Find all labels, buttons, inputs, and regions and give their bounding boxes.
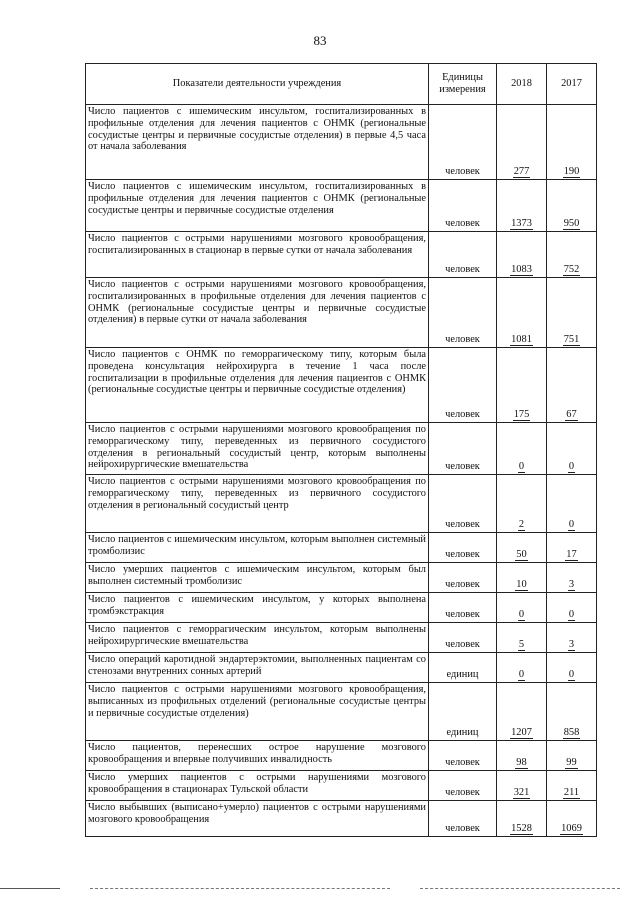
unit-cell: человек [429, 278, 497, 348]
unit-cell: человек [429, 623, 497, 653]
value-2018-cell [497, 771, 547, 801]
value-2017-cell [547, 533, 597, 563]
value-2017-cell [547, 348, 597, 423]
value-2018: 98 [516, 757, 527, 768]
value-2017-cell [547, 232, 597, 278]
unit-cell: единиц [429, 653, 497, 683]
unit-cell: человек [429, 232, 497, 278]
value-2018: 321 [513, 787, 530, 798]
value-2018: 0 [518, 461, 525, 472]
unit-cell: человек [429, 771, 497, 801]
indicator-cell: Число пациентов с ишемическим инсультом, у которых выполнена тромбэкстракция [86, 593, 429, 623]
value-2017: 858 [563, 727, 580, 738]
value-2017-cell [547, 771, 597, 801]
indicator-cell: Число пациентов с острыми нарушениями мозгового кровообращения по геморрагическому типу, переведенных из первичного сосудистого отделения в региональный сосудистый центр [86, 475, 429, 533]
value-2017: 0 [568, 519, 575, 530]
value-2017-cell [547, 653, 597, 683]
value-2018-cell [497, 180, 547, 232]
table-row [86, 105, 597, 180]
value-2018: 2 [518, 519, 525, 530]
indicator-cell: Число пациентов с ишемическим инсультом, госпитализированных в профильные отделения для лечения пациентов с ОНМК (региональные сосудистые центры и первичные сосудистые отделения [86, 180, 429, 232]
value-2018: 1081 [511, 334, 532, 345]
value-2017-cell [547, 741, 597, 771]
value-2017: 190 [563, 166, 580, 177]
table-row [86, 741, 597, 771]
value-2017: 99 [566, 757, 577, 768]
value-2018: 277 [513, 166, 530, 177]
value-2017: 17 [566, 549, 577, 560]
value-2017: 751 [563, 334, 580, 345]
indicator-cell: Число пациентов с острыми нарушениями мозгового кровообращения, выписанных из профильных отделений (региональные сосудистые центры и первичные сосудистые отделения) [86, 683, 429, 741]
table-row [86, 771, 597, 801]
value-2018-cell [497, 563, 547, 593]
table-row [86, 475, 597, 533]
value-2018: 0 [518, 669, 525, 680]
indicator-cell: Число операций каротидной эндартерэктомии, выполненных пациентам со стенозами внутренних сонных артерий [86, 653, 429, 683]
value-2018: 1083 [511, 264, 532, 275]
value-2017: 752 [563, 264, 580, 275]
value-2018: 1528 [511, 823, 532, 834]
value-2018-cell [497, 278, 547, 348]
indicator-cell: Число умерших пациентов с ишемическим инсультом, которым был выполнен системный тромболизис [86, 563, 429, 593]
indicator-cell: Число умерших пациентов с острыми нарушениями мозгового кровообращения в стационарах Тульской области [86, 771, 429, 801]
activity-indicators-table [85, 63, 597, 837]
header-2018: 2018 [497, 64, 547, 105]
unit-cell: человек [429, 741, 497, 771]
page-number: 83 [313, 33, 327, 48]
value-2017: 67 [566, 409, 577, 420]
unit-cell: человек [429, 533, 497, 563]
table-row [86, 348, 597, 423]
value-2017-cell [547, 801, 597, 837]
indicator-cell: Число пациентов с ишемическим инсультом, госпитализированных в профильные отделения для лечения пациентов с ОНМК (региональные сосудистые центры и первичные сосудистые отделения) в первые 4,5 часа от начала заболевания [86, 105, 429, 180]
value-2018-cell [497, 533, 547, 563]
table-row [86, 801, 597, 837]
table-row [86, 623, 597, 653]
unit-cell: человек [429, 593, 497, 623]
unit-cell: единиц [429, 683, 497, 741]
indicator-cell: Число пациентов с острыми нарушениями мозгового кровообращения, госпитализированных в профильные отделения для лечения пациентов с ОНМК (региональные сосудистые центры и первичные сосудистые отделения) в первые сутки от начала заболевания [86, 278, 429, 348]
value-2018-cell [497, 423, 547, 475]
value-2017: 3 [568, 579, 575, 590]
value-2018-cell [497, 105, 547, 180]
value-2018-cell [497, 232, 547, 278]
table-row [86, 563, 597, 593]
value-2018: 10 [516, 579, 527, 590]
value-2017: 3 [568, 639, 575, 650]
value-2017-cell [547, 683, 597, 741]
value-2017: 0 [568, 609, 575, 620]
value-2017-cell [547, 475, 597, 533]
footer-rule [90, 888, 390, 890]
value-2018-cell [497, 475, 547, 533]
table-row [86, 683, 597, 741]
table-row [86, 533, 597, 563]
value-2018-cell [497, 801, 547, 837]
value-2017: 0 [568, 461, 575, 472]
table-row [86, 423, 597, 475]
header-2017: 2017 [547, 64, 597, 105]
value-2017: 950 [563, 218, 580, 229]
table-row [86, 653, 597, 683]
indicator-cell: Число пациентов с ишемическим инсультом, которым выполнен системный тромболизис [86, 533, 429, 563]
value-2018-cell [497, 623, 547, 653]
value-2017-cell [547, 278, 597, 348]
value-2017: 0 [568, 669, 575, 680]
indicator-cell: Число выбывших (выписано+умерло) пациентов с острыми нарушениями мозгового кровообращения [86, 801, 429, 837]
unit-cell: человек [429, 105, 497, 180]
table-row [86, 232, 597, 278]
value-2018-cell [497, 348, 547, 423]
indicator-cell: Число пациентов с ОНМК по геморрагическому типу, которым была проведена консультация нейрохирурга в течение 1 часа после госпитализации в профильные отделения для лечения пациентов с ОНМК (региональные сосудистые центры и первичные сосудистые отделения) [86, 348, 429, 423]
header-indicator: Показатели деятельности учреждения [86, 64, 429, 105]
table-row [86, 593, 597, 623]
unit-cell: человек [429, 423, 497, 475]
value-2018-cell [497, 683, 547, 741]
value-2017-cell [547, 563, 597, 593]
unit-cell: человек [429, 801, 497, 837]
indicator-cell: Число пациентов, перенесших острое нарушение мозгового кровообращения и впервые получивших инвалидность [86, 741, 429, 771]
value-2018-cell [497, 741, 547, 771]
footer-rule [0, 888, 60, 889]
value-2017: 1069 [561, 823, 582, 834]
unit-cell: человек [429, 563, 497, 593]
value-2018: 0 [518, 609, 525, 620]
value-2017-cell [547, 423, 597, 475]
value-2018: 50 [516, 549, 527, 560]
value-2017-cell [547, 593, 597, 623]
value-2018-cell [497, 593, 547, 623]
value-2018: 5 [518, 639, 525, 650]
indicator-cell: Число пациентов с геморрагическим инсультом, которым выполнены нейрохирургические вмешательства [86, 623, 429, 653]
table-row [86, 278, 597, 348]
value-2018-cell [497, 653, 547, 683]
table-header-row [86, 64, 597, 105]
indicator-cell: Число пациентов с острыми нарушениями мозгового кровообращения, госпитализированных в стационар в первые сутки от начала заболевания [86, 232, 429, 278]
value-2018: 1373 [511, 218, 532, 229]
value-2018: 1207 [511, 727, 532, 738]
value-2017-cell [547, 180, 597, 232]
table-row [86, 180, 597, 232]
unit-cell: человек [429, 180, 497, 232]
value-2017: 211 [563, 787, 580, 798]
value-2017-cell [547, 105, 597, 180]
footer-rule [420, 888, 620, 890]
header-unit: Единицы измерения [429, 64, 497, 105]
value-2017-cell [547, 623, 597, 653]
indicator-cell: Число пациентов с острыми нарушениями мозгового кровообращения по геморрагическому типу, переведенных из первичного сосудистого отделения в региональный сосудистый центр, которым выполнены нейрохирургические вмешательства [86, 423, 429, 475]
unit-cell: человек [429, 475, 497, 533]
unit-cell: человек [429, 348, 497, 423]
value-2018: 175 [513, 409, 530, 420]
